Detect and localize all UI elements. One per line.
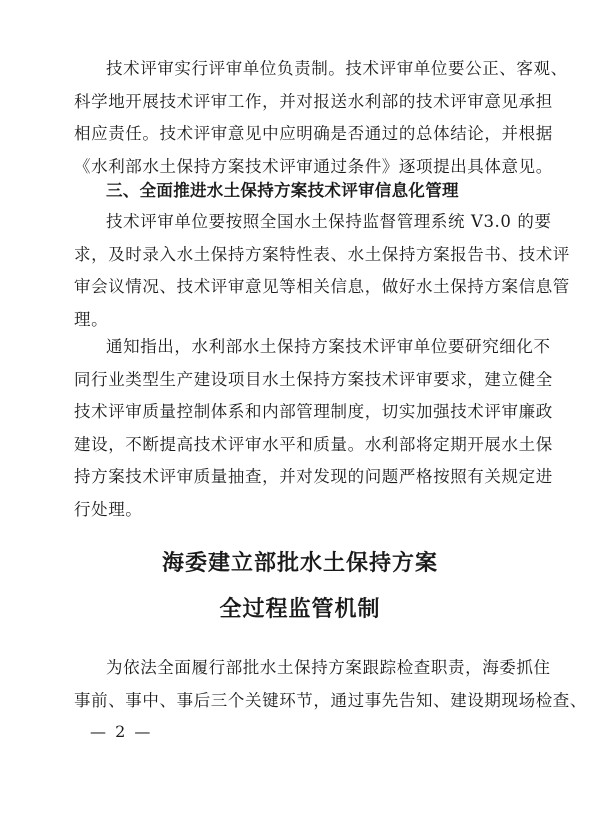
paragraph-information-management (74, 206, 570, 336)
text-line: 理。 (74, 309, 109, 329)
text-line: 技术评审实行评审单位负责制。技术评审单位要公正、客观、 (106, 59, 568, 78)
text-line: 行处理。 (74, 499, 143, 519)
text-line: 《水利部水土保持方案技术评审通过条件》逐项提出具体意见。 (74, 156, 553, 176)
paragraph-notice-points (74, 331, 553, 526)
section-heading-3: 三、全面推进水土保持方案技术评审信息化管理 (106, 181, 459, 200)
article-title-line-2: 全过程监管机制 (219, 597, 381, 622)
text-line: 相应责任。技术评审意见中应明确是否通过的总体结论，并根据 (74, 124, 553, 143)
article-title-line-1: 海委建立部批水土保持方案 (161, 551, 438, 576)
text-line: 求，及时录入水土保持方案特性表、水土保持方案报告书、技术评 (74, 244, 570, 264)
paragraph-haiwei-supervision (74, 652, 587, 717)
text-line: 技术评审质量控制体系和内部管理制度，切实加强技术评审廉政 (74, 402, 553, 421)
text-line: 持方案技术评审质量抽查，并对发现的问题严格按照有关规定进 (74, 467, 553, 486)
text-line: 为依法全面履行部批水土保持方案跟踪检查职责，海委抓住 (106, 658, 551, 677)
text-line: 建设，不断提高技术评审水平和质量。水利部将定期开展水土保 (74, 434, 553, 454)
text-line: 技术评审单位要按照全国水土保持监督管理系统 V3.0 的要 (106, 212, 552, 231)
text-line: 同行业类型生产建设项目水土保持方案技术评审要求，建立健全 (74, 369, 553, 389)
text-line: 科学地开展技术评审工作，并对报送水利部的技术评审意见承担 (74, 91, 553, 111)
text-line: 通知指出，水利部水土保持方案技术评审单位要研究细化不 (106, 337, 551, 356)
text-line: 审会议情况、技术评审意见等相关信息，做好水土保持方案信息管 (74, 277, 570, 296)
text-line: 事前、事中、事后三个关键环节，通过事先告知、建设期现场检查、 (74, 690, 587, 710)
page-number: — 2 — (90, 722, 153, 741)
paragraph-review-responsibility (74, 53, 568, 183)
